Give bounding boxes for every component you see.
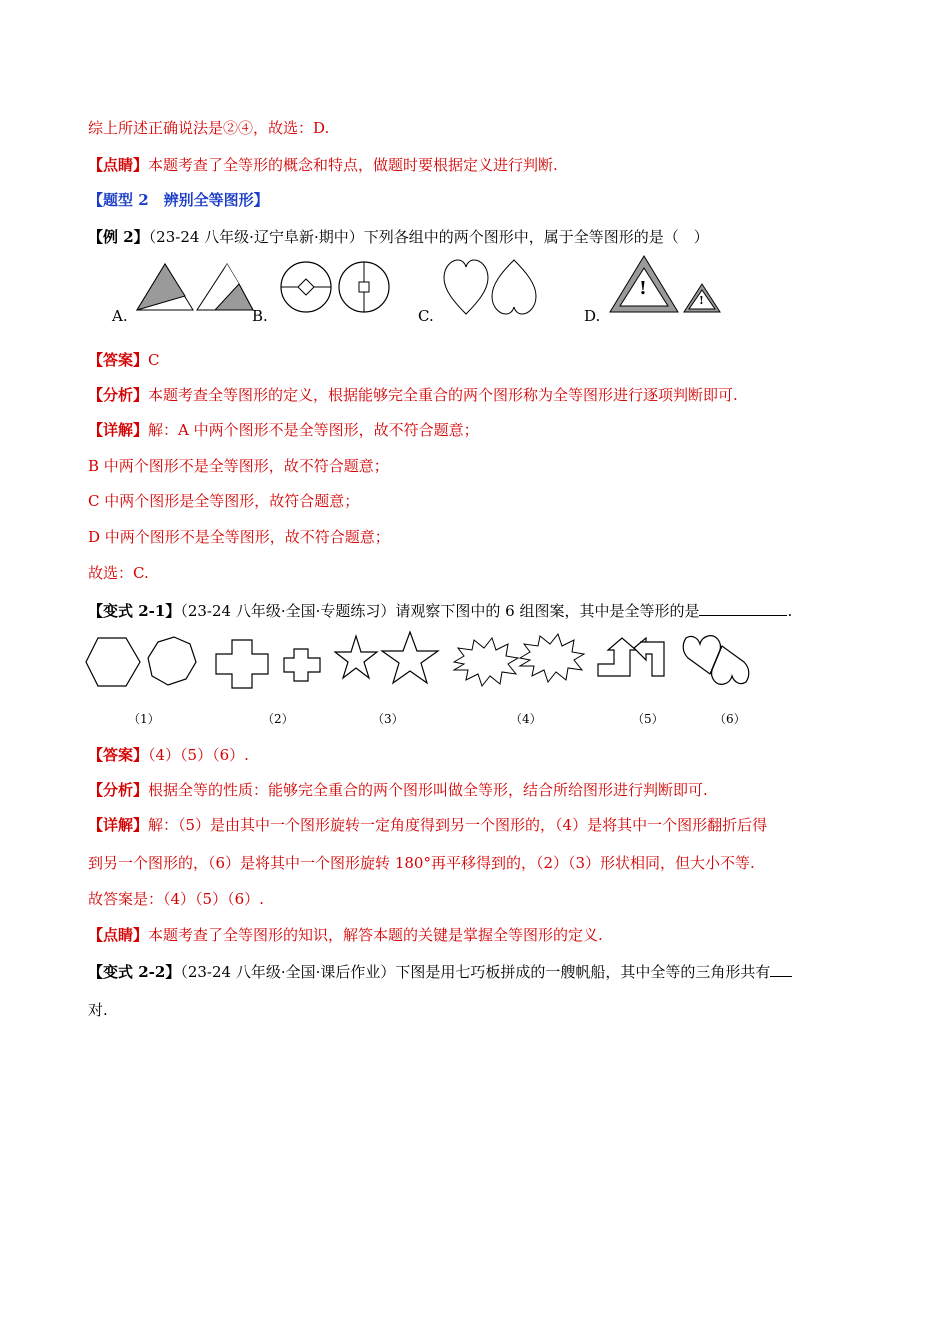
caption-2: （2） [262, 712, 294, 726]
option-b-figure [278, 260, 393, 319]
pattern-5-arrows [596, 636, 668, 686]
choose-line: 故选：C. [88, 564, 149, 582]
pattern-1-hexagon-heptagon [84, 634, 200, 694]
section-title: 【题型 2 辨别全等图形】 [88, 191, 269, 209]
option-c-figure [440, 258, 540, 320]
answer-2-line: 【答案】（4）（5）（6）. [88, 746, 249, 764]
example-tag: 【例 2】 [88, 228, 149, 246]
pattern-3-stars [334, 630, 442, 694]
caption-5: （5） [632, 712, 664, 726]
option-a-label: A. [112, 307, 128, 325]
detail-d-line: D 中两个图形不是全等图形，故不符合题意； [88, 528, 390, 546]
comment-line-2: 【点睛】本题考查了全等图形的知识，解答本题的关键是掌握全等图形的定义. [88, 926, 603, 944]
answer-blank [699, 599, 787, 616]
warning-mark-large: ! [639, 278, 647, 299]
option-a-figure [135, 262, 255, 318]
analysis-2-line: 【分析】根据全等的性质：能够完全重合的两个图形叫做全等形，结合所给图形进行判断即可. [88, 781, 708, 799]
pattern-2-crosses [214, 638, 326, 694]
variant-2-2-line: 【变式 2-2】（23-24 八年级·全国·课后作业）下图是用七巧板拼成的一艘帆船，其中全等的三角形共有 [88, 960, 792, 982]
detail-b-line: B 中两个图形不是全等图形，故不符合题意； [88, 457, 389, 475]
detail-line: 【详解】解：A 中两个图形不是全等图形，故不符合题意； [88, 421, 479, 439]
caption-6: （6） [714, 712, 746, 726]
example-2-line: 【例 2】（23-24 八年级·辽宁阜新·期中）下列各组中的两个图形中，属于全等图形的是（ ） [88, 228, 709, 246]
variant-2-2-end: 对. [88, 1001, 108, 1019]
detail-c-line: C 中两个图形是全等图形，故符合题意； [88, 492, 360, 510]
comment-line-1: 【点睛】本题考查了全等形的概念和特点，做题时要根据定义进行判断. [88, 156, 558, 174]
caption-1: （1） [128, 712, 160, 726]
pattern-4-bursts [450, 632, 586, 696]
warning-mark-small: ! [699, 294, 704, 307]
caption-4: （4） [510, 712, 542, 726]
detail-2-line: 【详解】解：（5）是由其中一个图形旋转一定角度得到另一个图形的，（4）是将其中一个图形翻折后得 [88, 816, 768, 834]
pattern-6-hearts [680, 632, 752, 692]
detail-2-continued: 到另一个图形的，（6）是将其中一个图形旋转 180°再平移得到的，（2）（3）形状相同，但大小不等. [88, 854, 755, 872]
final-answer-line: 故答案是：（4）（5）（6）. [88, 890, 264, 908]
answer-line: 【答案】C [88, 351, 160, 369]
variant-2-1-line: 【变式 2-1】（23-24 八年级·全国·专题练习）请观察下图中的 6 组图案，其中是全等形的是 . [88, 599, 792, 621]
comment-tag: 【点睛】 [88, 156, 149, 174]
caption-3: （3） [372, 712, 404, 726]
option-b-label: B. [252, 307, 268, 325]
summary-line: 综上所述正确说法是②④，故选：D. [88, 119, 330, 137]
analysis-line: 【分析】本题考查全等图形的定义，根据能够完全重合的两个图形称为全等图形进行逐项判断即可. [88, 386, 738, 404]
count-blank [770, 960, 792, 977]
option-d-label: D. [584, 307, 601, 325]
option-c-label: C. [418, 307, 434, 325]
option-d-figure [608, 254, 726, 318]
